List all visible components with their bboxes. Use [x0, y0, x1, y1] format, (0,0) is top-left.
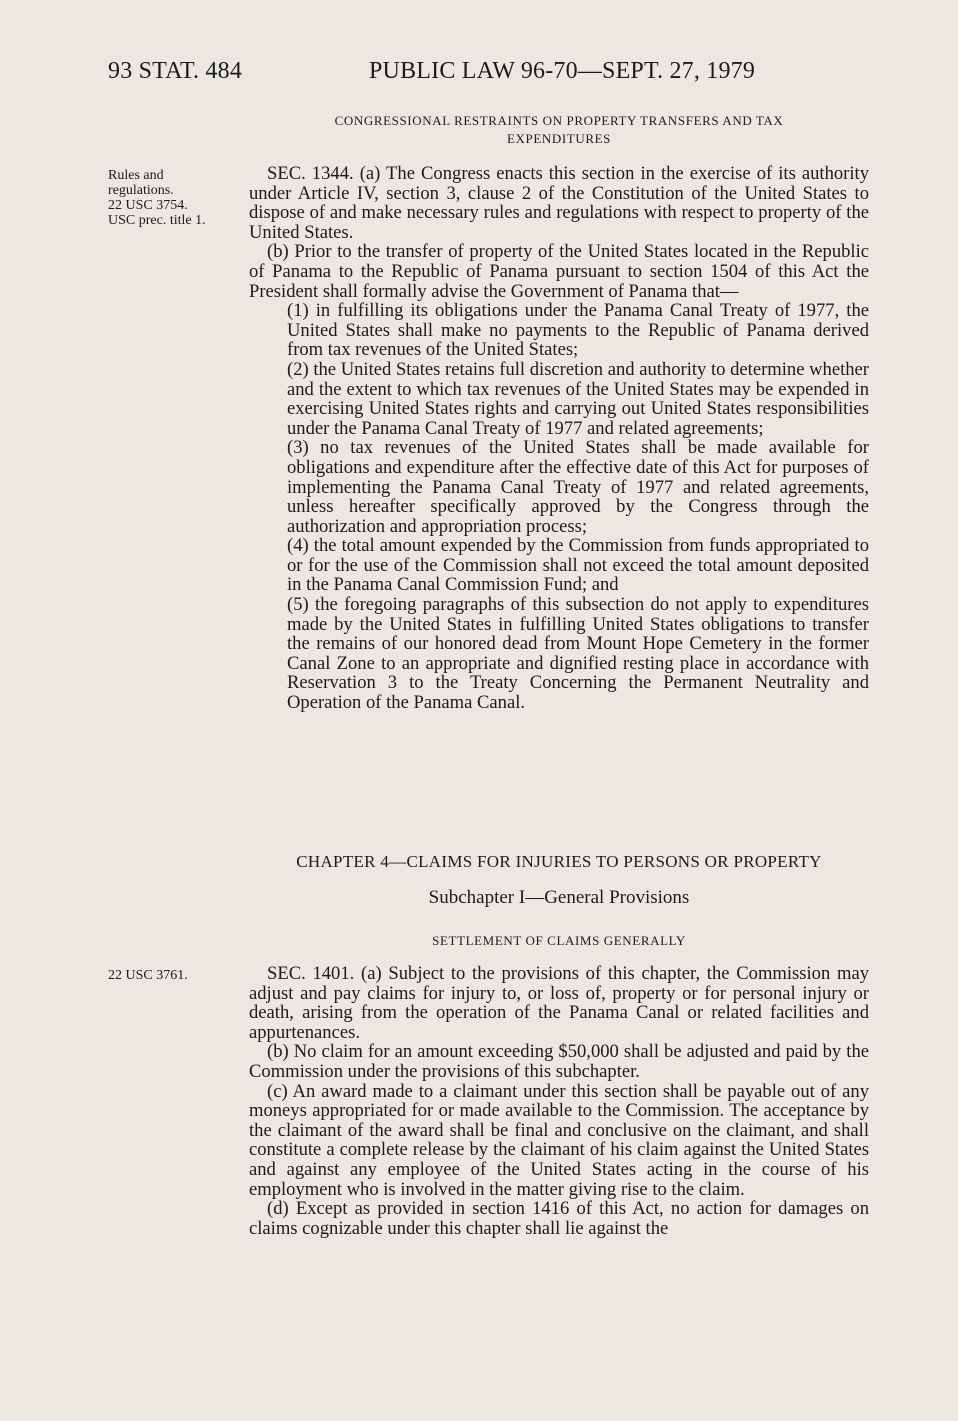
- margin-note-1401: [108, 968, 238, 983]
- paragraph-1344-a: SEC. 1344. (a) The Congress enacts this section in the exercise of its authority under Article IV, section 3, clause 2 of the Constitution of the United States to dispose of and make necessary rules and regulations with respect to property of the United States.: [249, 163, 869, 243]
- list-item: (4) the total amount expended by the Commission from funds appropriated to or for the use of the Commission shall not exceed the total amount deposited in the Panama Canal Commission Fund; and: [287, 535, 869, 596]
- paragraph-1401-b: (b) No claim for an amount exceeding $50,000 shall be adjusted and paid by the Commission under the provisions of this subchapter.: [249, 1041, 869, 1082]
- section-1401-body: [249, 964, 869, 1238]
- paragraph-1401-d: (d) Except as provided in section 1416 of this Act, no action for damages on claims cognizable under this chapter shall lie against the: [249, 1198, 869, 1239]
- list-item: (2) the United States retains full discretion and authority to determine whether and the extent to which tax revenues of the United States may be expended in exercising United States rights and carrying out United States responsibilities under the Panama Canal Treaty of 1977 and related agreements;: [287, 358, 869, 439]
- subchapter-title: Subchapter I—General Provisions: [428, 887, 690, 908]
- section-1344-heading-line2: EXPENDITURES: [507, 131, 611, 146]
- margin-note-line: regulations.: [108, 183, 174, 198]
- section-1344-heading: [249, 112, 869, 148]
- section-1401-heading: SETTLEMENT OF CLAIMS GENERALLY: [432, 933, 686, 948]
- section-1344-heading-line1: CONGRESSIONAL RESTRAINTS ON PROPERTY TRANSFERS AND TAX: [334, 113, 784, 128]
- paragraph-1401-c: (c) An award made to a claimant under this section shall be payable out of any moneys appropriated for or made available to the Commission. The acceptance by the claimant of the award shall be final and conclusive on the claimant, and shall constitute a complete release by the claimant of his claim against the United States and against any employee of the United States acting in the course of his employment who is involved in the matter giving rise to the claim.: [249, 1080, 869, 1200]
- margin-note-line: 22 USC 3754.: [108, 198, 188, 213]
- paragraph-1401-a: SEC. 1401. (a) Subject to the provisions of this chapter, the Commission may adjust and pay claims for injury to, or loss of, property or for personal injury or death, arising from the operation of the Panama Canal or related facilities and appurtenances.: [249, 963, 869, 1043]
- margin-note-line: 22 USC 3761.: [108, 968, 188, 983]
- margin-note-line: USC prec. title 1.: [108, 213, 206, 228]
- list-item: (1) in fulfilling its obligations under the Panama Canal Treaty of 1977, the United States shall make no payments to the Republic of Panama derived from tax revenues of the United States;: [287, 300, 869, 361]
- statute-page-number: 93 STAT. 484: [108, 58, 243, 84]
- list-item: (3) no tax revenues of the United States shall be made available for obligations and expenditure after the effective date of this Act for purposes of implementing the Panama Canal Treaty of 1977 and related agreements, unless hereafter specifically approved by the Congress through the authorization and appropriation process;: [287, 437, 869, 537]
- section-1344-body: [249, 164, 869, 713]
- public-law-title: PUBLIC LAW 96-70—SEPT. 27, 1979: [369, 58, 756, 84]
- chapter-4-title: CHAPTER 4—CLAIMS FOR INJURIES TO PERSONS OR PROPERTY: [296, 852, 822, 871]
- paragraph-1344-b: (b) Prior to the transfer of property of the United States located in the Republic of Panama to the Republic of Panama pursuant to section 1504 of this Act the President shall formally advise the Government of Panama that—: [249, 241, 869, 302]
- margin-note-1344: [108, 168, 238, 228]
- margin-note-line: Rules and: [108, 168, 164, 183]
- list-item: (5) the foregoing paragraphs of this subsection do not apply to expenditures made by the United States in fulfilling United States obligations to transfer the remains of our honored dead from Mount Hope Cemetery in the former Canal Zone to an appropriate and dignified resting place in accordance with Reservation 3 to the Treaty Concerning the Permanent Neutrality and Operation of the Panama Canal.: [287, 594, 869, 714]
